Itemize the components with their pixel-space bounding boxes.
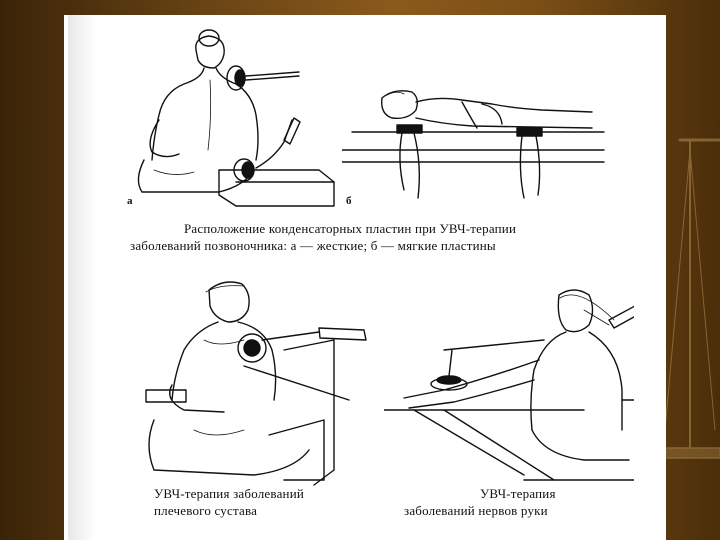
scales-decoration xyxy=(660,130,720,470)
caption-arm xyxy=(404,485,644,519)
caption-shoulder-line1: УВЧ-терапия заболеваний xyxy=(154,486,305,501)
figure-a-spine-rigid-plates xyxy=(124,20,364,210)
caption-spine-line2: заболеваний позвоночника: а — жесткие; б — мягкие пластины xyxy=(130,238,496,253)
caption-spine xyxy=(130,220,670,254)
caption-arm-line2: заболеваний нервов руки xyxy=(404,503,548,518)
caption-shoulder xyxy=(154,485,384,519)
figure-b-spine-soft-plates xyxy=(342,80,607,210)
document-page xyxy=(64,15,666,540)
caption-shoulder-line2: плечевого сустава xyxy=(154,503,258,518)
figure-b-label: б xyxy=(346,195,352,207)
figure-arm-nerve-therapy xyxy=(384,280,634,490)
page-shadow xyxy=(68,15,96,540)
figure-shoulder-therapy xyxy=(134,270,384,495)
caption-spine-line1: Расположение конденсаторных пластин при УВЧ-терапии xyxy=(184,221,517,236)
figure-a-label: а xyxy=(127,195,133,207)
caption-arm-line1: УВЧ-терапия xyxy=(480,486,556,501)
